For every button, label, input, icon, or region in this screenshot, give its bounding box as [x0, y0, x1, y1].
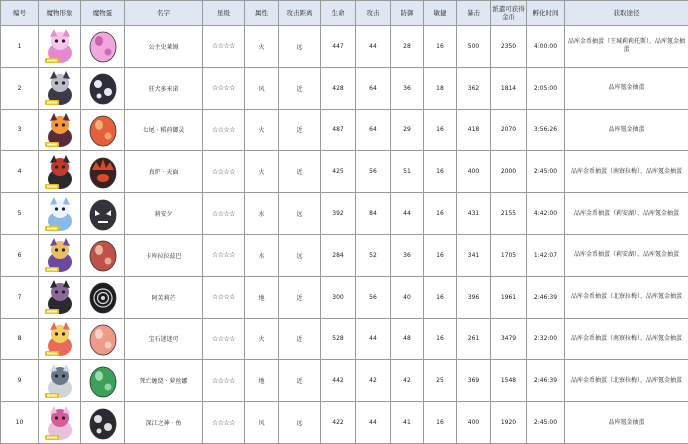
hatch-time: 2:45:00	[527, 402, 565, 444]
crit-value: 396	[457, 276, 491, 318]
monster-name: 七尾 · 稻荷御灵	[125, 109, 203, 151]
monster-image	[39, 360, 81, 402]
dispatch-gold: 2350	[491, 26, 527, 68]
monster-portrait-icon	[42, 320, 78, 358]
star-rating: ☆☆☆☆	[203, 402, 245, 444]
acquire-source: 品库氪金抽蛋	[565, 109, 688, 151]
defense-value: 44	[391, 193, 424, 235]
column-header: 魔物蛋	[81, 1, 125, 26]
table-row	[1, 193, 688, 235]
attack-range: 近	[279, 360, 321, 402]
star-rating: ☆☆☆☆	[203, 109, 245, 151]
dispatch-gold: 2000	[491, 151, 527, 193]
agility-value: 16	[424, 151, 457, 193]
acquire-source: 品库金币抽蛋（莉安湖）、品库氪金抽蛋	[565, 193, 688, 235]
monster-portrait-icon	[42, 236, 78, 274]
hp-value: 528	[321, 318, 356, 360]
attribute: 火	[245, 151, 279, 193]
dispatch-gold: 1961	[491, 276, 527, 318]
attribute: 风	[245, 67, 279, 109]
acquire-source: 品库金币抽蛋（南寮拉梅）、品库氪金抽蛋	[565, 151, 688, 193]
table-row	[1, 234, 688, 276]
egg-image	[81, 234, 125, 276]
crit-value: 400	[457, 402, 491, 444]
column-header: 防御	[391, 1, 424, 26]
row-number: 10	[1, 402, 39, 444]
attribute: 火	[245, 318, 279, 360]
agility-value: 18	[424, 67, 457, 109]
monster-name: 公主史莱姆	[125, 26, 203, 68]
attack-range: 近	[279, 109, 321, 151]
attack-range: 远	[279, 402, 321, 444]
monster-name: 深江之神 · 鱼	[125, 402, 203, 444]
star-rating: ☆☆☆☆	[203, 360, 245, 402]
egg-image	[81, 318, 125, 360]
attack-value: 44	[356, 26, 391, 68]
monster-name: 死亡缠绕 · 萝丝娜	[125, 360, 203, 402]
monster-image	[39, 151, 81, 193]
row-number: 3	[1, 109, 39, 151]
monster-portrait-icon	[42, 111, 78, 149]
table-row	[1, 109, 688, 151]
attribute: 火	[245, 109, 279, 151]
agility-value: 16	[424, 276, 457, 318]
monster-egg-icon	[86, 363, 120, 399]
column-header: 派遣可获得金币	[491, 1, 527, 26]
column-header: 属性	[245, 1, 279, 26]
row-number: 9	[1, 360, 39, 402]
row-number: 5	[1, 193, 39, 235]
hatch-time: 2:45:00	[527, 151, 565, 193]
attack-value: 42	[356, 360, 391, 402]
monster-egg-icon	[86, 237, 120, 273]
table-row	[1, 318, 688, 360]
attack-range: 近	[279, 318, 321, 360]
agility-value: 16	[424, 109, 457, 151]
egg-image	[81, 360, 125, 402]
defense-value: 41	[391, 402, 424, 444]
egg-image	[81, 26, 125, 68]
dispatch-gold: 1705	[491, 234, 527, 276]
column-header: 魔物形象	[39, 1, 81, 26]
monster-name: 狂犬多米诺	[125, 67, 203, 109]
monster-portrait-icon	[42, 362, 78, 400]
table-row	[1, 276, 688, 318]
acquire-source: 品库金币抽蛋（王城莉莉托斯）、品库氪金抽蛋	[565, 26, 688, 68]
star-rating: ☆☆☆☆	[203, 234, 245, 276]
star-rating: ☆☆☆☆	[203, 276, 245, 318]
attack-value: 52	[356, 234, 391, 276]
monster-image	[39, 67, 81, 109]
monster-portrait-icon	[42, 69, 78, 107]
egg-image	[81, 109, 125, 151]
monster-egg-icon	[86, 321, 120, 357]
defense-value: 36	[391, 234, 424, 276]
defense-value: 51	[391, 151, 424, 193]
egg-image	[81, 151, 125, 193]
monster-image	[39, 402, 81, 444]
monster-egg-icon	[86, 154, 120, 190]
attribute: 火	[245, 26, 279, 68]
defense-value: 28	[391, 26, 424, 68]
column-header: 敏捷	[424, 1, 457, 26]
hp-value: 487	[321, 109, 356, 151]
monster-image	[39, 276, 81, 318]
monster-egg-icon	[86, 405, 120, 441]
crit-value: 431	[457, 193, 491, 235]
monster-egg-icon	[86, 196, 120, 232]
star-rating: ☆☆☆☆	[203, 26, 245, 68]
attack-value: 44	[356, 402, 391, 444]
defense-value: 29	[391, 109, 424, 151]
hatch-time: 2:46:39	[527, 276, 565, 318]
hatch-time: 2:05:00	[527, 67, 565, 109]
agility-value: 16	[424, 318, 457, 360]
monster-name: 真炉 · 天面	[125, 151, 203, 193]
hp-value: 392	[321, 193, 356, 235]
hatch-time: 1:42:07	[527, 234, 565, 276]
attack-value: 64	[356, 109, 391, 151]
hp-value: 428	[321, 67, 356, 109]
attack-range: 近	[279, 151, 321, 193]
dispatch-gold: 3479	[491, 318, 527, 360]
hp-value: 447	[321, 26, 356, 68]
defense-value: 42	[391, 360, 424, 402]
agility-value: 25	[424, 360, 457, 402]
attribute: 水	[245, 193, 279, 235]
attribute: 地	[245, 360, 279, 402]
crit-value: 400	[457, 151, 491, 193]
column-header: 攻击	[356, 1, 391, 26]
hatch-time: 2:46:39	[527, 360, 565, 402]
monster-image	[39, 234, 81, 276]
hp-value: 425	[321, 151, 356, 193]
dispatch-gold: 1814	[491, 67, 527, 109]
monster-egg-icon	[86, 28, 120, 64]
monster-image	[39, 109, 81, 151]
attack-value: 44	[356, 318, 391, 360]
column-header: 暴击	[457, 1, 491, 26]
attribute: 风	[245, 402, 279, 444]
attack-value: 64	[356, 67, 391, 109]
attribute: 水	[245, 234, 279, 276]
hatch-time: 4:42:00	[527, 193, 565, 235]
monster-portrait-icon	[42, 278, 78, 316]
attribute: 地	[245, 276, 279, 318]
column-header: 星级	[203, 1, 245, 26]
table-row	[1, 67, 688, 109]
egg-image	[81, 276, 125, 318]
hatch-time: 3:56:26	[527, 109, 565, 151]
dispatch-gold: 2070	[491, 109, 527, 151]
attack-range: 近	[279, 276, 321, 318]
crit-value: 500	[457, 26, 491, 68]
monster-egg-icon	[86, 279, 120, 315]
acquire-source: 品库金币抽蛋（莉安湖）、品库氪金抽蛋	[565, 234, 688, 276]
acquire-source: 品库氪金抽蛋	[565, 67, 688, 109]
monster-egg-icon	[86, 112, 120, 148]
acquire-source: 品库氪金抽蛋	[565, 402, 688, 444]
table-row	[1, 151, 688, 193]
agility-value: 16	[424, 26, 457, 68]
hp-value: 422	[321, 402, 356, 444]
agility-value: 16	[424, 193, 457, 235]
row-number: 8	[1, 318, 39, 360]
crit-value: 369	[457, 360, 491, 402]
column-header: 生命	[321, 1, 356, 26]
monster-image	[39, 26, 81, 68]
agility-value: 16	[424, 402, 457, 444]
crit-value: 341	[457, 234, 491, 276]
defense-value: 48	[391, 318, 424, 360]
crit-value: 261	[457, 318, 491, 360]
column-header: 编号	[1, 1, 39, 26]
star-rating: ☆☆☆☆	[203, 151, 245, 193]
star-rating: ☆☆☆☆	[203, 67, 245, 109]
defense-value: 36	[391, 67, 424, 109]
acquire-source: 品库金币抽蛋（北寮拉梅）、品库氪金抽蛋	[565, 276, 688, 318]
monster-egg-icon	[86, 70, 120, 106]
star-rating: ☆☆☆☆	[203, 318, 245, 360]
egg-image	[81, 402, 125, 444]
table-row	[1, 26, 688, 68]
acquire-source: 品库金币抽蛋（北寮拉梅）、品库氪金抽蛋	[565, 360, 688, 402]
attack-range: 近	[279, 67, 321, 109]
row-number: 4	[1, 151, 39, 193]
column-header: 获取途径	[565, 1, 688, 26]
hatch-time: 2:32:00	[527, 318, 565, 360]
egg-image	[81, 193, 125, 235]
dispatch-gold: 2155	[491, 193, 527, 235]
hp-value: 300	[321, 276, 356, 318]
monster-name: 阿芙莉芒	[125, 276, 203, 318]
hatch-time: 4:00:00	[527, 26, 565, 68]
attack-value: 56	[356, 151, 391, 193]
header-row	[1, 1, 688, 26]
agility-value: 16	[424, 234, 457, 276]
monster-name: 莉安夕	[125, 193, 203, 235]
row-number: 2	[1, 67, 39, 109]
monster-image	[39, 193, 81, 235]
monster-name: 卡库拉拉兹巴	[125, 234, 203, 276]
attack-range: 远	[279, 26, 321, 68]
row-number: 7	[1, 276, 39, 318]
table-row	[1, 360, 688, 402]
attack-value: 56	[356, 276, 391, 318]
crit-value: 418	[457, 109, 491, 151]
row-number: 6	[1, 234, 39, 276]
hp-value: 442	[321, 360, 356, 402]
monster-portrait-icon	[42, 27, 78, 65]
monster-name: 宝石迷迷可	[125, 318, 203, 360]
monster-portrait-icon	[42, 195, 78, 233]
dispatch-gold: 1548	[491, 360, 527, 402]
attack-range: 远	[279, 234, 321, 276]
hp-value: 284	[321, 234, 356, 276]
column-header: 孵化时间	[527, 1, 565, 26]
monster-image	[39, 318, 81, 360]
column-header: 攻击距离	[279, 1, 321, 26]
column-header: 名字	[125, 1, 203, 26]
defense-value: 40	[391, 276, 424, 318]
star-rating: ☆☆☆☆	[203, 193, 245, 235]
attack-value: 84	[356, 193, 391, 235]
dispatch-gold: 1920	[491, 402, 527, 444]
table-row	[1, 402, 688, 444]
acquire-source: 品库金币抽蛋（南寮拉梅）、品库氪金抽蛋	[565, 318, 688, 360]
attack-range: 远	[279, 193, 321, 235]
monster-portrait-icon	[42, 153, 78, 191]
row-number: 1	[1, 26, 39, 68]
monster-portrait-icon	[42, 404, 78, 442]
egg-image	[81, 67, 125, 109]
crit-value: 362	[457, 67, 491, 109]
